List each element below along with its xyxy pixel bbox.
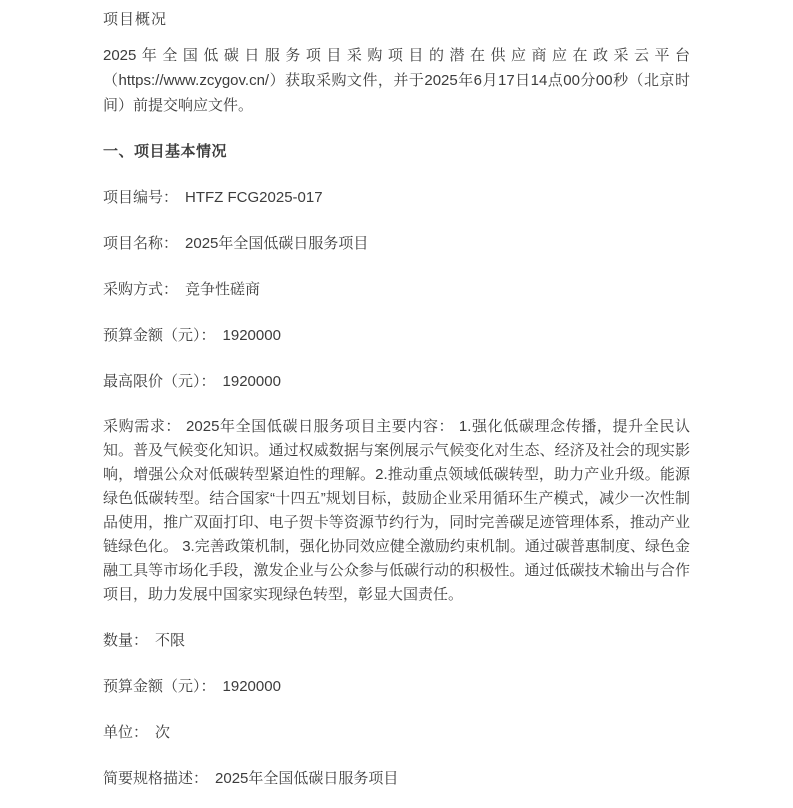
unit-label: 单位： (103, 724, 149, 741)
max-price-limit-label: 最高限价（元）： (103, 373, 216, 390)
procurement-method-label: 采购方式： (103, 281, 179, 298)
field-project-name (103, 231, 690, 256)
unit-value: 次 (155, 724, 171, 741)
budget-amount-detail-value: 1920000 (222, 678, 281, 695)
procurement-requirement-paragraph (103, 415, 690, 607)
field-unit (103, 720, 690, 745)
field-budget-amount (103, 323, 690, 348)
budget-amount-value: 1920000 (222, 327, 281, 344)
section-basic-info-heading: 一、项目基本情况 (103, 143, 228, 160)
quantity-value: 不限 (155, 632, 186, 649)
project-number-value: HTFZ FCG2025-017 (185, 189, 323, 206)
procurement-requirement-label: 采购需求： (103, 418, 182, 435)
quantity-label: 数量： (103, 632, 149, 649)
budget-amount-label: 预算金额（元）： (103, 327, 216, 344)
field-procurement-method (103, 277, 690, 302)
spec-description-value: 2025年全国低碳日服务项目 (215, 770, 399, 787)
procurement-requirement-text: 2025年全国低碳日服务项目主要内容： 1.强化低碳理念传播，提升全民认知。普及气候变化知识。通过权威数据与案例展示气候变化对生态、经济及社会的现实影响，增强公众对低碳转型紧迫性的理解。2.推动重点领域低碳转型，助力产业升级。能源绿色低碳转型。结合国家“十四五”规划目标，鼓励企业采用循环生产模式，减少一次性制品使用，推广双面打印、电子贺卡等资源节约行为，同时完善碳足迹管理体系，推动产业链绿色化。 3.完善政策机制，强化协同效应健全激励约束机制。通过碳普惠制度、绿色金融工具等市场化手段，激发企业与公众参与低碳行动的积极性。通过低碳技术输出与合作项目，助力发展中国家实现绿色转型，彰显大国责任。 (103, 418, 690, 603)
overview-heading: 项目概况 (103, 11, 168, 28)
spec-description-label: 简要规格描述： (103, 770, 209, 787)
max-price-limit-value: 1920000 (222, 373, 281, 390)
budget-amount-detail-label: 预算金额（元）： (103, 678, 216, 695)
intro-paragraph: 2025年全国低碳日服务项目采购项目的潜在供应商应在政采云平台（https://www.zcygov.cn/）获取采购文件，并于2025年6月17日14点00分00秒（北京时间）前提交响应文件。 (103, 47, 690, 114)
project-name-label: 项目名称： (103, 235, 179, 252)
procurement-method-value: 竞争性磋商 (185, 281, 261, 298)
project-name-value: 2025年全国低碳日服务项目 (185, 235, 369, 252)
project-number-label: 项目编号： (103, 189, 179, 206)
field-spec-description (103, 766, 690, 791)
field-max-price-limit (103, 369, 690, 394)
field-project-number (103, 185, 690, 210)
field-quantity (103, 628, 690, 653)
field-budget-amount-detail (103, 674, 690, 699)
